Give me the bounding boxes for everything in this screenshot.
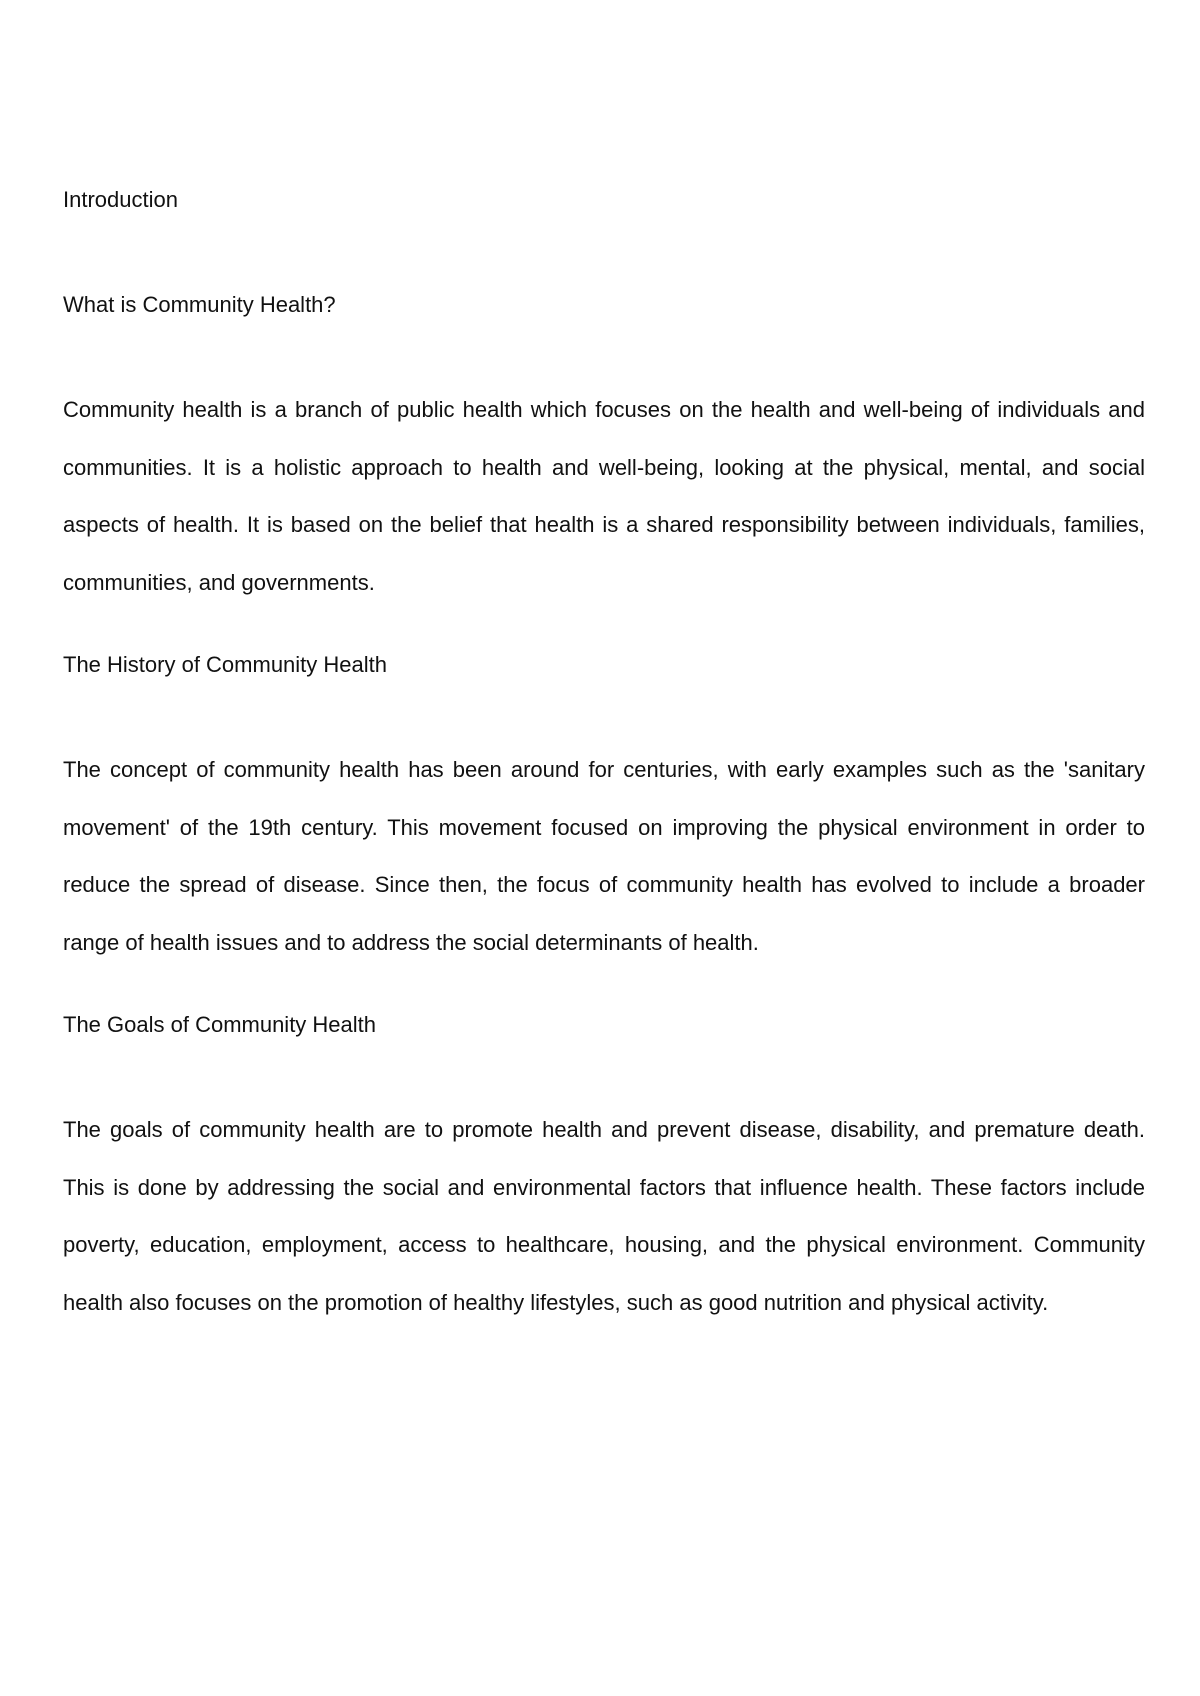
section-heading-goals-of-community-health: The Goals of Community Health [63, 1012, 377, 1037]
paragraph-what-is-community-health: Community health is a branch of public health which focuses on the health and well-being of individuals and communities. It is a holistic approach to health and well-being, looking at the physical, mental, and social aspects of health. It is based on the belief that health is a shared responsibility between individuals, families, communities, and governments. [63, 397, 1145, 595]
section-heading-what-is-community-health: What is Community Health? [63, 292, 336, 317]
paragraph-goals-of-community-health: The goals of community health are to promote health and prevent disease, disability, and premature death. This is done by addressing the social and environmental factors that influence health. These factors include poverty, education, employment, access to healthcare, housing, and the physical environment. Community health also focuses on the promotion of healthy lifestyles, such as good nutrition and physical activity. [63, 1117, 1145, 1315]
section-heading-introduction: Introduction [63, 187, 178, 212]
document-content [63, 186, 1145, 1331]
paragraph-history-of-community-health: The concept of community health has been around for centuries, with early examples such as the 'sanitary movement' of the 19th century. This movement focused on improving the physical environment in order to reduce the spread of disease. Since then, the focus of community health has evolved to include a broader range of health issues and to address the social determinants of health. [63, 757, 1145, 955]
section-heading-history-of-community-health: The History of Community Health [63, 652, 387, 677]
